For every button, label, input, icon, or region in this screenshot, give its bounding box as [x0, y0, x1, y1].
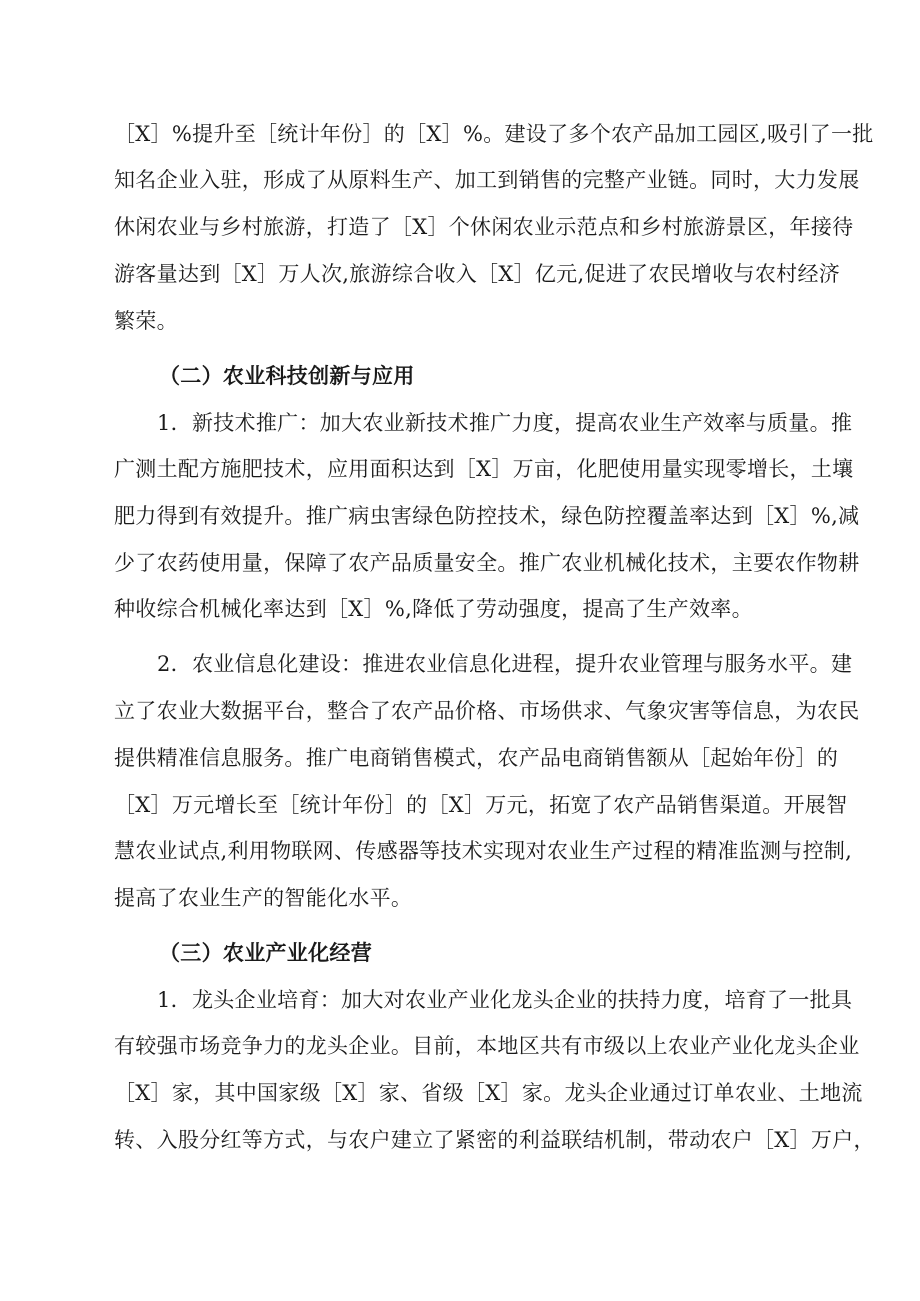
paragraph-line: 种收综合机械化率达到［X］%,降低了劳动强度，提高了生产效率。: [114, 597, 753, 621]
paragraph-line: 繁荣。: [114, 309, 178, 333]
paragraph-line: 少了农药使用量，保障了农产品质量安全。推广农业机械化技术，主要农作物耕: [114, 551, 860, 575]
paragraph-line: 1．新技术推广：加大农业新技术推广力度，提高农业生产效率与质量。推: [157, 411, 853, 435]
section-heading-tech: （二）农业科技创新与应用: [159, 364, 415, 388]
paragraph-line: 广测土配方施肥技术，应用面积达到［X］万亩，化肥使用量实现零增长，土壤: [114, 457, 854, 481]
paragraph-line: ［X］家，其中国家级［X］家、省级［X］家。龙头企业通过订单农业、土地流: [114, 1081, 863, 1105]
paragraph-line: 肥力得到有效提升。推广病虫害绿色防控技术，绿色防控覆盖率达到［X］%,减: [114, 504, 860, 528]
paragraph-line: 游客量达到［X］万人次,旅游综合收入［X］亿元,促进了农民增收与农村经济: [114, 262, 841, 286]
paragraph-line: ［X］万元增长至［统计年份］的［X］万元，拓宽了农产品销售渠道。开展智: [114, 793, 848, 817]
paragraph-line: 慧农业试点,利用物联网、传感器等技术实现对农业生产过程的精准监测与控制,: [114, 839, 853, 863]
paragraph-line: ［X］%提升至［统计年份］的［X］%。建设了多个农产品加工园区,吸引了一批: [114, 122, 874, 146]
paragraph-line: 2．农业信息化建设：推进农业信息化进程，提升农业管理与服务水平。建: [157, 652, 853, 676]
paragraph-line: 有较强市场竞争力的龙头企业。目前，本地区共有市级以上农业产业化龙头企业: [114, 1034, 860, 1058]
paragraph-line: 提供精准信息服务。推广电商销售模式，农产品电商销售额从［起始年份］的: [114, 746, 839, 770]
paragraph-line: 立了农业大数据平台，整合了农产品价格、市场供求、气象灾害等信息，为农民: [114, 699, 860, 723]
paragraph-line: 知名企业入驻，形成了从原料生产、加工到销售的完整产业链。同时，大力发展: [114, 168, 860, 192]
paragraph-line: 提高了农业生产的智能化水平。: [114, 886, 413, 910]
paragraph-line: 休闲农业与乡村旅游，打造了［X］个休闲农业示范点和乡村旅游景区，年接待: [114, 215, 854, 239]
paragraph-line: 转、入股分红等方式，与农户建立了紧密的利益联结机制，带动农户［X］万户，: [114, 1128, 875, 1152]
paragraph-line: 1．龙头企业培育：加大对农业产业化龙头企业的扶持力度，培育了一批具: [157, 988, 853, 1012]
section-heading-industrialization: （三）农业产业化经营: [159, 941, 372, 965]
